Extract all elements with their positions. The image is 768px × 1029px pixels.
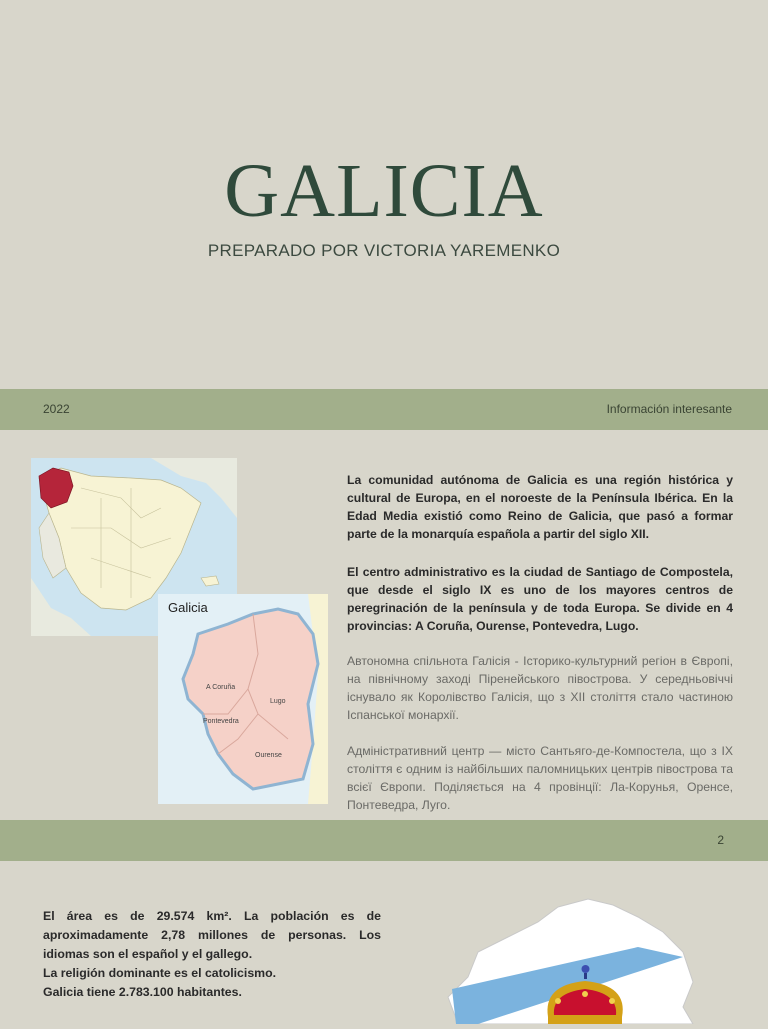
page-title: GALICIA [224, 149, 544, 233]
facts-block [43, 907, 381, 1002]
galicia-map-graphic [158, 594, 328, 804]
fact-line: El área es de 29.574 km². La población es de [43, 909, 381, 923]
fact-line: aproximadamente 2,78 millones de personas. Los [43, 928, 381, 942]
header-band [0, 389, 768, 430]
footer-band [0, 820, 768, 861]
province-label-ourense: Ourense [255, 752, 282, 759]
paragraph-uk-1: Автономна спільнота Галісія - Історико-культурний регіон в Європі, на північному заході Піренейського півострова. У середньовіччі існувало як Королівство Галісія, що з XII століття стало частиною Іспанської монархії. [347, 654, 733, 722]
province-label-coruna: A Coruña [206, 684, 236, 691]
flag-map-graphic [438, 897, 700, 1024]
galicia-provinces-map [158, 594, 328, 804]
fact-line: idiomas son el español y el gallego. [43, 947, 253, 961]
province-label-lugo: Lugo [270, 698, 286, 705]
fact-line: Galicia tiene 2.783.100 habitantes. [43, 985, 242, 999]
paragraph-uk-2: Адміністративний центр — місто Сантьяго-де-Компостела, що з IX століття є одним із найбільших паломницьких центрів півострова та всієї Європи. Поділяється на 4 провінції: Ла-Корунья, Оренсе, Понтеведра, Луго. [347, 744, 733, 812]
section-label: Información interesante [606, 402, 732, 416]
year-label: 2022 [43, 402, 70, 416]
paragraph-es-1: La comunidad autónoma de Galicia es una región histórica y cultural de Europa, en el noroeste de la Península Ibérica. En la Edad Media existió como Reino de Galicia, que pasó a formar parte de la monarquía española a partir del siglo XII. [347, 473, 733, 541]
map-title-label: Galicia [168, 600, 208, 615]
page-subtitle: PREPARADO POR VICTORIA YAREMENKO [207, 241, 561, 260]
fact-line: La religión dominante es el catolicismo. [43, 966, 277, 980]
page-number: 2 [717, 833, 724, 847]
galicia-flag-map [438, 897, 700, 1024]
paragraph-es-2: El centro administrativo es la ciudad de Santiago de Compostela, que desde el siglo IX es uno de los mayores centros de peregrinación de la península y de toda Europa. Se divide en 4 provincias: A Coruña, Ourense, Pontevedra, Lugo. [347, 565, 733, 633]
province-label-pontevedra: Pontevedra [203, 718, 239, 725]
